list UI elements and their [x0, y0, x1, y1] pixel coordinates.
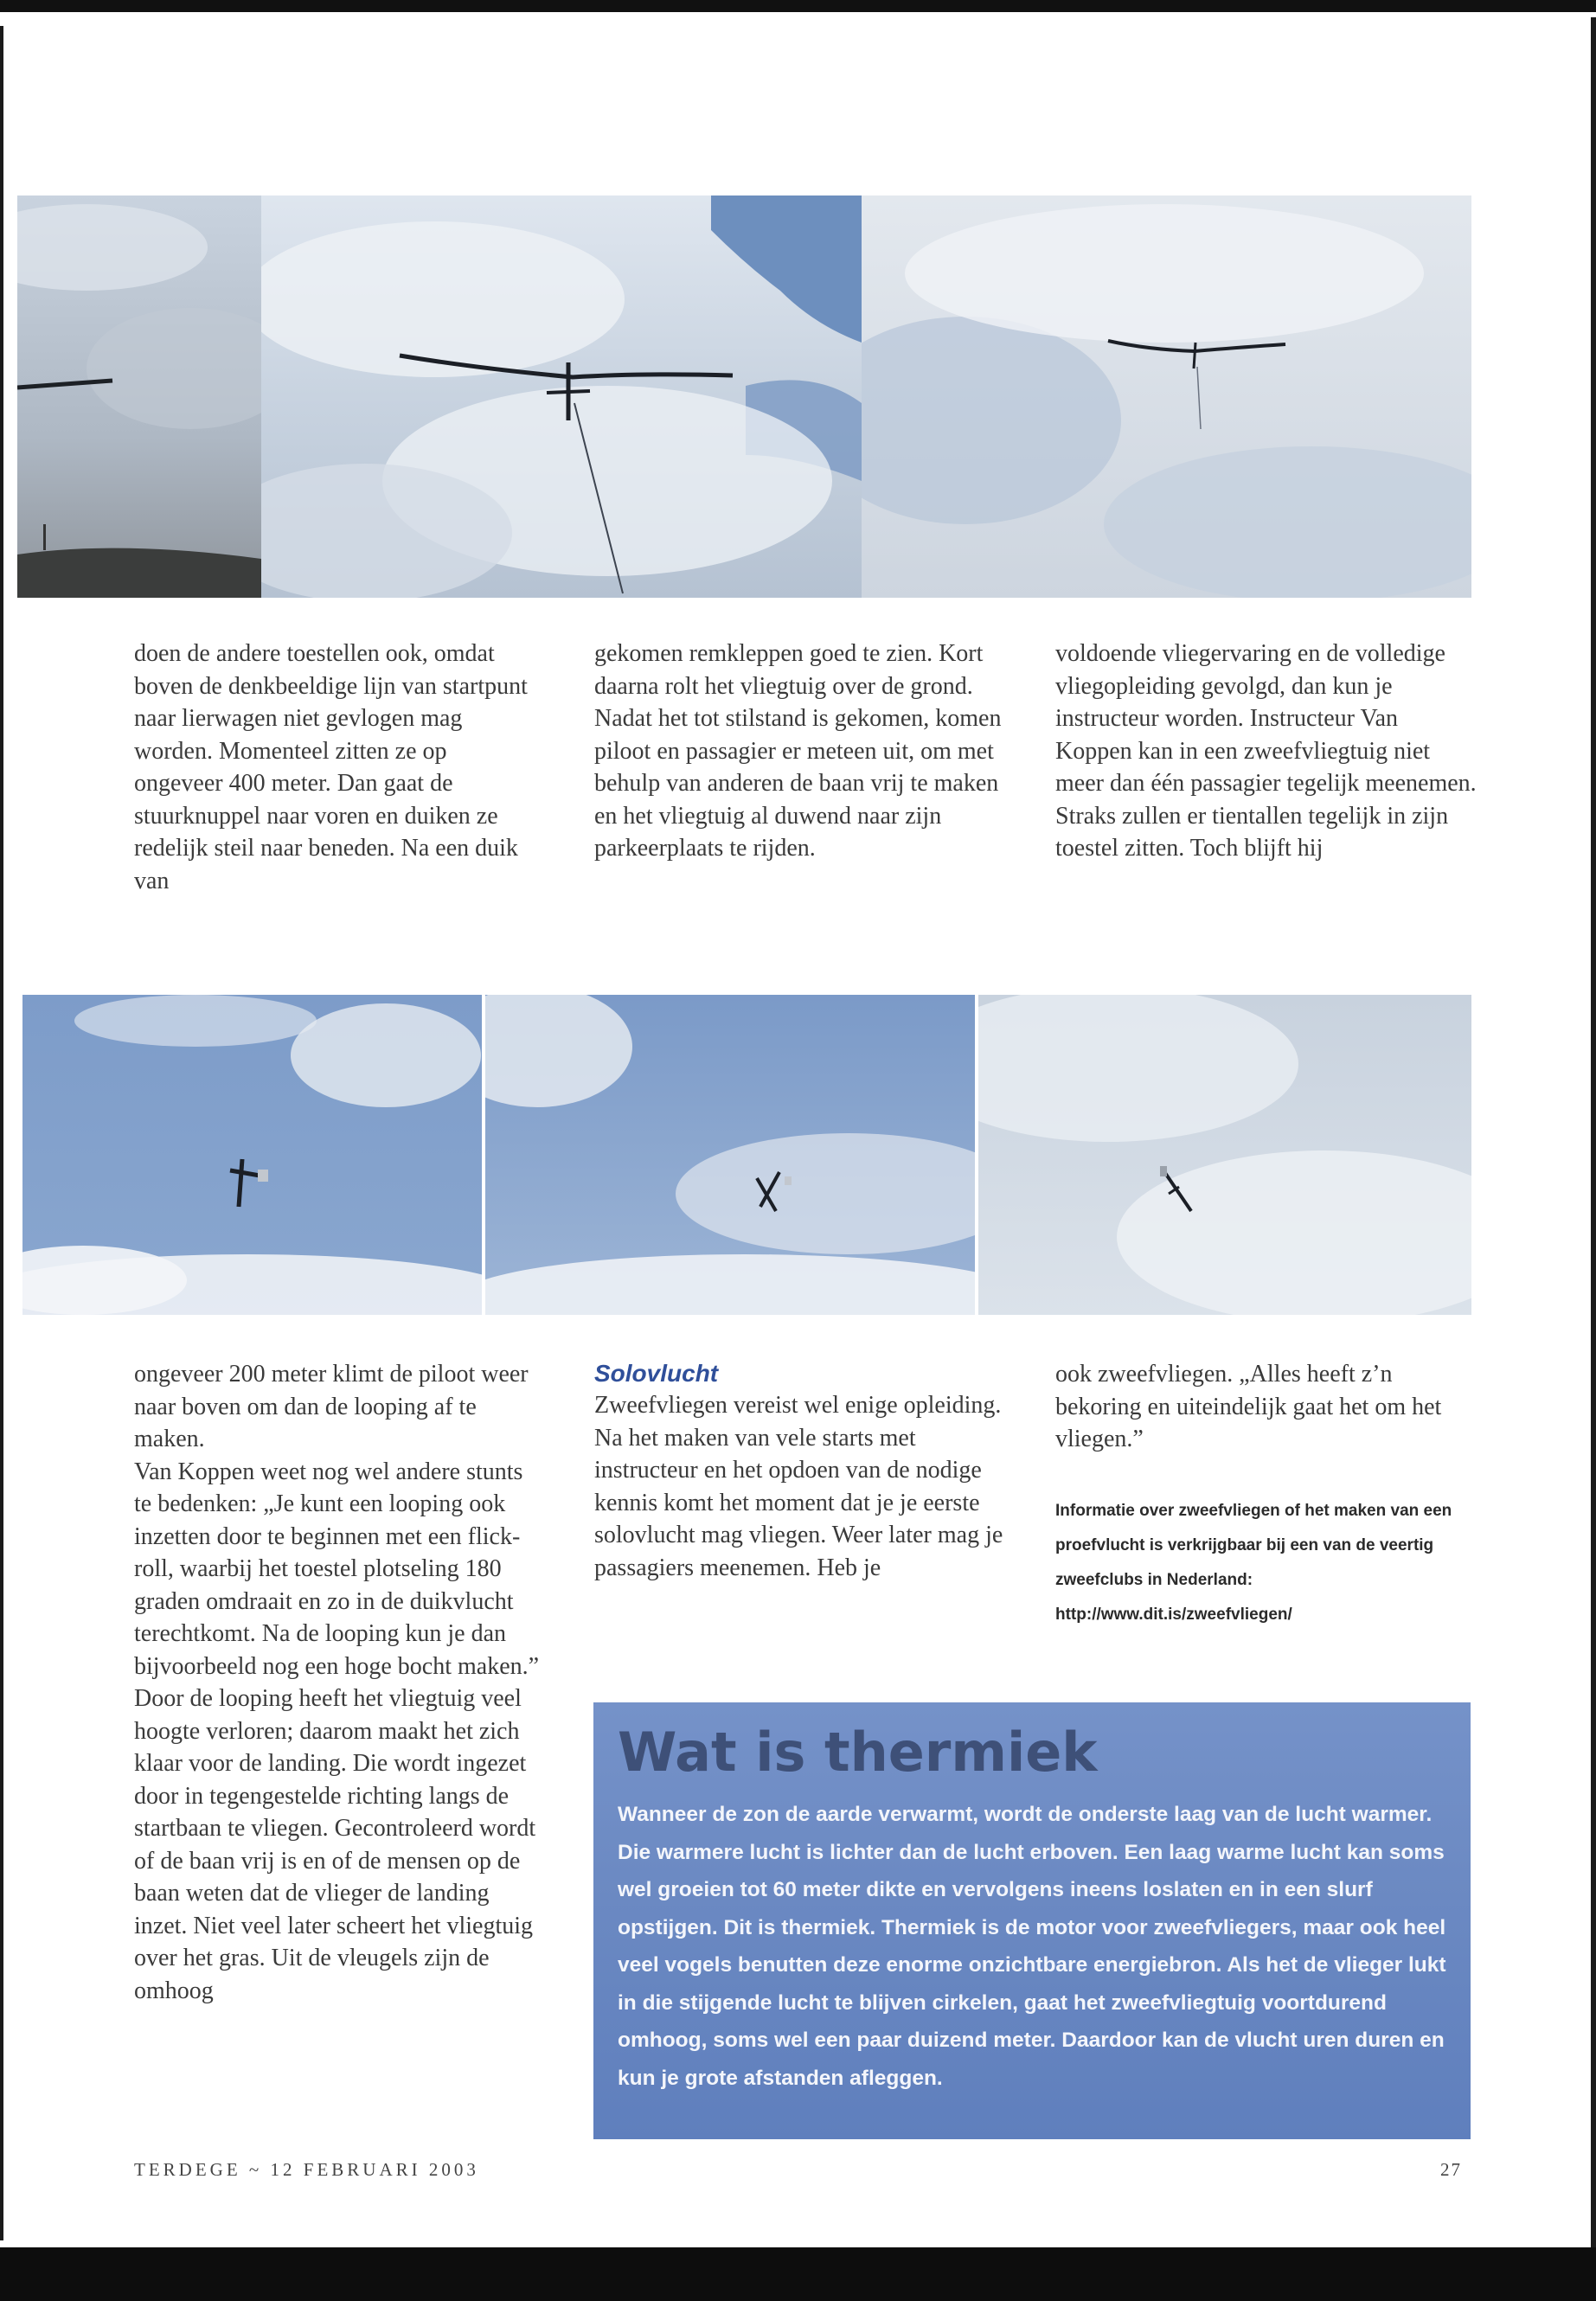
scan-left-border — [0, 26, 3, 2240]
footer-page-number: 27 — [1440, 2159, 1462, 2180]
bottom-column-1-paragraph-1: ongeveer 200 meter klimt de piloot weer naar boven om dan de looping af te maken. — [134, 1361, 529, 1452]
bottom-column-1 — [134, 1358, 545, 2007]
bottom-column-1-paragraph-2: Van Koppen weet nog wel andere stunts te bedenken: „Je kunt een looping ook inzetten door te beginnen met een flick-roll, waarbij het toestel plotseling 180 graden omdraait en zo in de duikvlucht terechtkomt. Na de looping kun je dan bijvoorbeeld nog een hoge bocht maken.” — [134, 1458, 540, 1680]
photo-glider-high-sky — [862, 195, 1471, 598]
info-note: Informatie over zweefvliegen of het maken van een proefvlucht is verkrijgbaar bij een van de veertig zweefclubs in Nederland: http://www.dit.is/zweefvliegen/ — [1055, 1502, 1452, 1624]
photo-glider-looping-3 — [978, 995, 1471, 1315]
bottom-column-2 — [594, 1358, 1018, 1584]
footer-magazine-issue: TERDEGE ~ 12 FEBRUARI 2003 — [134, 2159, 479, 2180]
top-column-3: voldoende vliegervaring en de volledige vliegopleiding gevolgd, dan kun je instructeur worden. Instructeur Van Koppen kan in een zweefvliegtuig niet meer dan één passagier tegelijk meenemen. Straks zullen er tientallen tegelijk in zijn toestel zitten. Toch blijft hij — [1055, 640, 1477, 862]
scan-bottom-border — [0, 2247, 1596, 2301]
photo-glider-climbing-cable — [261, 195, 862, 598]
thermiek-title: Wat is thermiek — [618, 1721, 1098, 1784]
bottom-column-3: ook zweefvliegen. „Alles heeft z’n bekoring en uiteindelijk gaat het om het vliegen.” — [1055, 1361, 1442, 1452]
section-heading-solovlucht: Solovlucht — [594, 1360, 719, 1387]
thermiek-infobox — [593, 1702, 1471, 2139]
photo-glider-looping-1 — [22, 995, 482, 1315]
scan-top-border — [0, 0, 1596, 26]
photo-glider-takeoff-edge — [17, 195, 261, 598]
bottom-column-2-text: Zweefvliegen vereist wel enige opleiding. Na het maken van vele starts met instructeur en het opdoen van de nodige kennis komt het moment dat je je eerste solovlucht mag vliegen. Weer later mag je passagiers meenemen. Heb je — [594, 1392, 1003, 1581]
top-column-1: doen de andere toestellen ook, omdat boven de denkbeeldige lijn van startpunt naar lierwagen niet gevlogen mag worden. Momenteel zitten ze op ongeveer 400 meter. Dan gaat de stuurknuppel naar voren en duiken ze redelijk steil naar beneden. Na een duik van — [134, 640, 528, 894]
top-column-2: gekomen remkleppen goed te zien. Kort daarna rolt het vliegtuig over de grond. Nadat het tot stilstand is gekomen, komen piloot en passagier er meteen uit, om met behulp van anderen de baan vrij te maken en het vliegtuig al duwend naar zijn parkeerplaats te rijden. — [594, 640, 1002, 862]
thermiek-body: Wanneer de zon de aarde verwarmt, wordt de onderste laag van de lucht warmer. Die warmere lucht is lichter dan de lucht erboven. Een laag warme lucht kan soms wel groeien tot 60 meter dikte en vervolgens ineens loslaten en in een slurf opstijgen. Dit is thermiek. Thermiek is de motor voor zweefvliegers, maar ook heel veel vogels benutten deze enorme onzichtbare energiebron. Als het de vlieger lukt in die stijgende lucht te blijven cirkelen, gaat het zweefvliegtuig voortdurend omhoog, soms wel een paar duizend meter. Daardoor kan de vlucht uren duren en kun je grote afstanden afleggen. — [618, 1803, 1446, 2090]
scan-right-border — [1591, 17, 1596, 2266]
bottom-column-1-paragraph-3: Door de looping heeft het vliegtuig veel hoogte verloren; daarom maakt het zich klaar voor de landing. Die wordt ingezet door in tegengestelde richting langs de startbaan te vliegen. Gecontroleerd wordt of de baan vrij is en of de mensen op de baan weten dat de vlieger de landing inzet. Niet veel later scheert het vliegtuig over het gras. Uit de vleugels zijn de omhoog — [134, 1685, 536, 2004]
photo-glider-looping-2 — [485, 995, 975, 1315]
